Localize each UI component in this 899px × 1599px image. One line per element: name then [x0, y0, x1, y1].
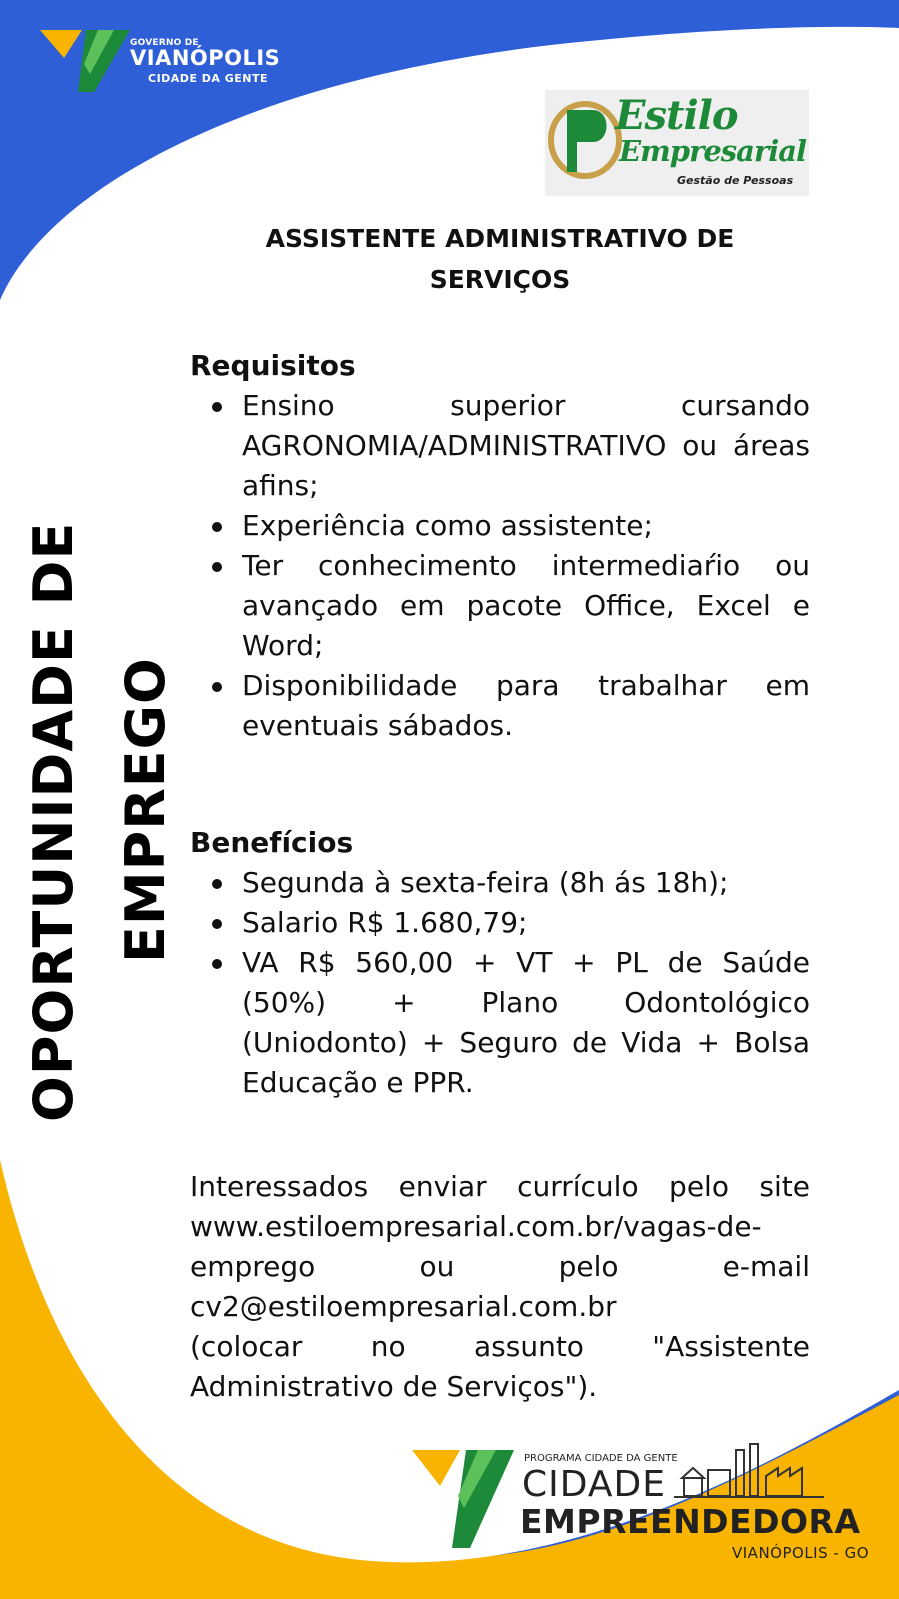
logo-line-city: VIANÓPOLIS: [130, 46, 281, 70]
requirements-list: [190, 386, 810, 746]
empreendedora-text: EMPREENDEDORA: [520, 1502, 861, 1541]
job-title-line2: SERVIÇOS: [429, 265, 571, 294]
program-text: PROGRAMA CIDADE DA GENTE: [524, 1453, 678, 1464]
vianopolis-emblem-icon: [38, 26, 133, 96]
job-title: [190, 218, 810, 300]
list-item: Ter conhecimento intermediaŕio ou avançado em pacote Office, Excel e Word;: [242, 546, 810, 666]
job-title-line1: ASSISTENTE ADMINISTRATIVO DE: [265, 224, 735, 253]
estilo-text: Estilo: [615, 92, 738, 139]
estilo-empresarial-logo: [545, 90, 809, 196]
contact-instructions: Interessados enviar currículo pelo site www.estiloempresarial.com.br/vagas-de-emprego ou pelo e-mail cv2@estiloempresarial.com.br: [190, 1170, 810, 1323]
logo-line-governo: GOVERNO DE: [130, 38, 199, 48]
side-heading-line1: OPORTUNIDADE DE: [22, 521, 85, 1122]
empresarial-text: Empresarial: [619, 134, 807, 168]
logo-line-slogan: CIDADE DA GENTE: [148, 72, 269, 85]
location-text: VIANÓPOLIS - GO: [732, 1544, 870, 1562]
list-item: Salario R$ 1.680,79;: [242, 903, 810, 943]
benefits-list: [190, 863, 810, 1103]
list-item: VA R$ 560,00 + VT + PL de Saúde (50%) + Plano Odontológico (Uniodonto) + Seguro de Vida + Bolsa Educação e PPR.: [242, 943, 810, 1103]
requirements-heading: Requisitos: [190, 349, 356, 382]
cidade-text: CIDADE: [522, 1464, 666, 1505]
requirements-section: [190, 346, 810, 746]
cidade-empreendedora-logo: [412, 1440, 872, 1590]
estilo-emblem-icon: [545, 90, 625, 196]
vianopolis-logo: [38, 26, 298, 96]
contact-subject-note: (colocar no assunto "Assistente Administrativo de Serviços").: [190, 1330, 810, 1403]
benefits-section: [190, 823, 810, 1103]
list-item: Ensino superior cursando AGRONOMIA/ADMINISTRATIVO ou áreas afins;: [242, 386, 810, 506]
contact-section: [190, 1167, 810, 1407]
benefits-heading: Benefícios: [190, 826, 354, 859]
list-item: Experiência como assistente;: [242, 506, 810, 546]
cidade-emblem-icon: [412, 1444, 517, 1554]
side-heading-line2: EMPREGO: [114, 657, 177, 963]
list-item: Disponibilidade para trabalhar em eventuais sábados.: [242, 666, 810, 746]
list-item: Segunda à sexta-feira (8h ás 18h);: [242, 863, 810, 903]
city-skyline-icon: [674, 1440, 824, 1500]
gestao-text: Gestão de Pessoas: [677, 174, 794, 187]
